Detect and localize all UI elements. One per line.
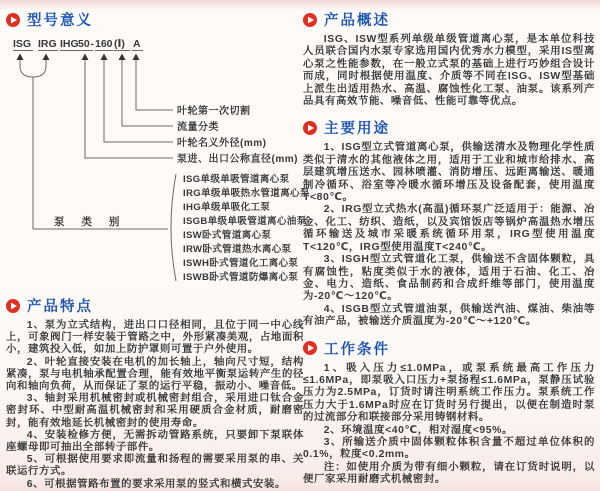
- use-paragraph: 1、ISG型立式管道离心泵，供输送清水及物理化学性质类似于清水的其他液体之用，适用于工业和城市给排水、高层建筑增压送水、园林喷灌、消防增压、远距离输送、暖通制冷循环、浴室等冷暖水循环增压及设备配套，使用温度T<80℃。: [303, 142, 595, 204]
- section-header-model: [6, 9, 304, 30]
- condition-paragraph: 3、所输送介质中固体颗粒体积含量不超过单位体积的0.1%，粒度<0.2mm。: [303, 436, 595, 461]
- play-icon: [6, 13, 20, 27]
- use-paragraph: 3、ISGH型立式管道化工泵，供输送不含固体颗粒，具有腐蚀性，粘度类似于水的液体，适用于石油、化工、冶金、电力、造纸、食品制药和合成纤维等部门，使用温度为-20℃～120℃。: [303, 254, 595, 303]
- pump-type-item: ISWH卧式管道化工离心泵: [183, 258, 299, 269]
- play-icon: [6, 299, 20, 313]
- section-header-features: [6, 295, 304, 316]
- condition-note: 注：如使用介质为带有细小颗粒，请在订货时说明，以便厂家采用耐磨式机械密封。: [303, 461, 595, 486]
- model-segment: A: [133, 38, 141, 50]
- section-header-uses: [303, 117, 595, 138]
- play-icon: [303, 13, 317, 27]
- play-icon: [303, 341, 317, 355]
- pump-category-label: 泵 类 别: [54, 216, 127, 228]
- model-segment: IHG: [60, 38, 79, 50]
- section-title-features: 产品特点: [27, 299, 93, 315]
- section-title-overview: 产品概述: [324, 13, 390, 29]
- feature-paragraph: 6、可根据管路布置的要求采用泵的竖式和横式安装。: [26, 478, 286, 490]
- callout-label: 泵进、出口公称直径(mm): [177, 154, 298, 165]
- right-column: [303, 0, 595, 487]
- feature-paragraph: 1、泵为立式结构，进出口口径相同，且位于同一中心线上，可象阀门一样安装于管路之中，外形紧凑美观，占地面积小，建筑投入低，如加上防护罩则可置于户外使用。: [6, 320, 304, 356]
- condition-paragraph: 1、吸入压力≤1.0MPa，或泵系统最高工作压力≤1.6MPa，即泵吸入口压力+泵扬程≤1.6MPa，泵静压试验压力为2.5MPa，订货时请注明系统工作压力。泵系统工作压力大于1.6MPa时应在订货时另行提出，以便在制造时泵的过流部分和联接部分采用铸钢材料。: [303, 362, 595, 424]
- model-segment: -: [90, 38, 94, 50]
- model-diagram: [6, 34, 310, 286]
- feature-paragraph: 5、可根据使用要求即流量和扬程的需要采用泵的串、关联运行方式。: [6, 454, 304, 478]
- callout-label: 流量分类: [177, 122, 219, 133]
- use-paragraph: 2、IRG型立式热水(高温)循环泵广泛适用于：能源、冶金、化工、纺织、造纸，以及宾馆饭店等锅炉高温热水增压循环输送及城市采暖系统循环用泵，IRG型使用温度T<120℃，IRG型使用温度T<240℃。: [303, 204, 595, 253]
- pump-type-item: ISW卧式管道离心泵: [183, 230, 272, 241]
- condition-paragraph: 2、环境温度<40℃，相对湿度<95%。: [323, 424, 513, 436]
- section-title-uses: 主要用途: [324, 121, 390, 138]
- model-segment: 50: [78, 38, 90, 50]
- model-segment: IRG: [38, 38, 57, 50]
- pump-type-item: IHG单级单吸化工泵: [183, 202, 271, 213]
- use-paragraph: 4、ISGB型立式管道油泵，供输送汽油、煤油、柴油等有油产品，被输送介质温度为-20℃～+120℃。: [303, 303, 595, 328]
- play-icon: [303, 121, 317, 135]
- feature-paragraph: 2、叶轮直接安装在电机的加长轴上，轴向尺寸短，结构紧凑，泵与电机轴承配置合理，能有效地平衡泵运转产生的径向和轴向负荷，从而保证了泵的运行平稳，振动小、噪音低。: [6, 356, 304, 393]
- section-header-conditions: [303, 338, 595, 359]
- model-segment: ISG: [13, 38, 32, 50]
- feature-paragraph: 3、轴封采用机械密封或机械密封组合，采用进口钛合金密封环、中型耐高温机械密封和采用硬质合金材质，耐磨密封，能有效地延长机械密封的使用寿命。: [6, 393, 304, 429]
- pump-type-item: ISGB单级单吸管道离心油泵: [183, 216, 307, 227]
- feature-paragraph: 4、安装检修方便，无需拆动管路系统，只要卸下泵联体座螺母即可抽出全部转子部件。: [6, 429, 304, 454]
- pump-type-item: IRW卧式管道热水离心泵: [183, 244, 292, 255]
- pump-type-item: IRG单级单吸热水管道离心泵: [183, 188, 310, 199]
- callout-label: 叶轮第一次切割: [177, 106, 251, 117]
- section-title-model: 型号意义: [27, 13, 93, 29]
- section-title-conditions: 工作条件: [324, 341, 390, 358]
- callout-label: 叶轮名义外径(mm): [177, 138, 267, 149]
- pump-type-item: ISWB卧式管道防爆离心泵: [183, 272, 299, 283]
- model-segment: (Ⅰ): [114, 38, 125, 50]
- overview-paragraph: ISG、ISW型系列单级单级管道离心泵，是本单位科技人员联合国内水泵专家选用国内优秀水力模型，采用IS型离心泵之性能参数，在一般立式泵的基础上进行巧妙组合设计而成，同时根据使用温度、介质等不同在ISG、ISW型基础上派生出适用热水、高温、腐蚀性化工泵、油泵。该系列产品具有高效节能、噪音低、性能可靠等优点。: [303, 34, 595, 108]
- left-column: [6, 0, 310, 491]
- model-segment: 160: [95, 38, 113, 50]
- section-header-overview: [303, 9, 595, 30]
- pump-type-item: ISG单级单吸管道离心泵: [183, 174, 290, 185]
